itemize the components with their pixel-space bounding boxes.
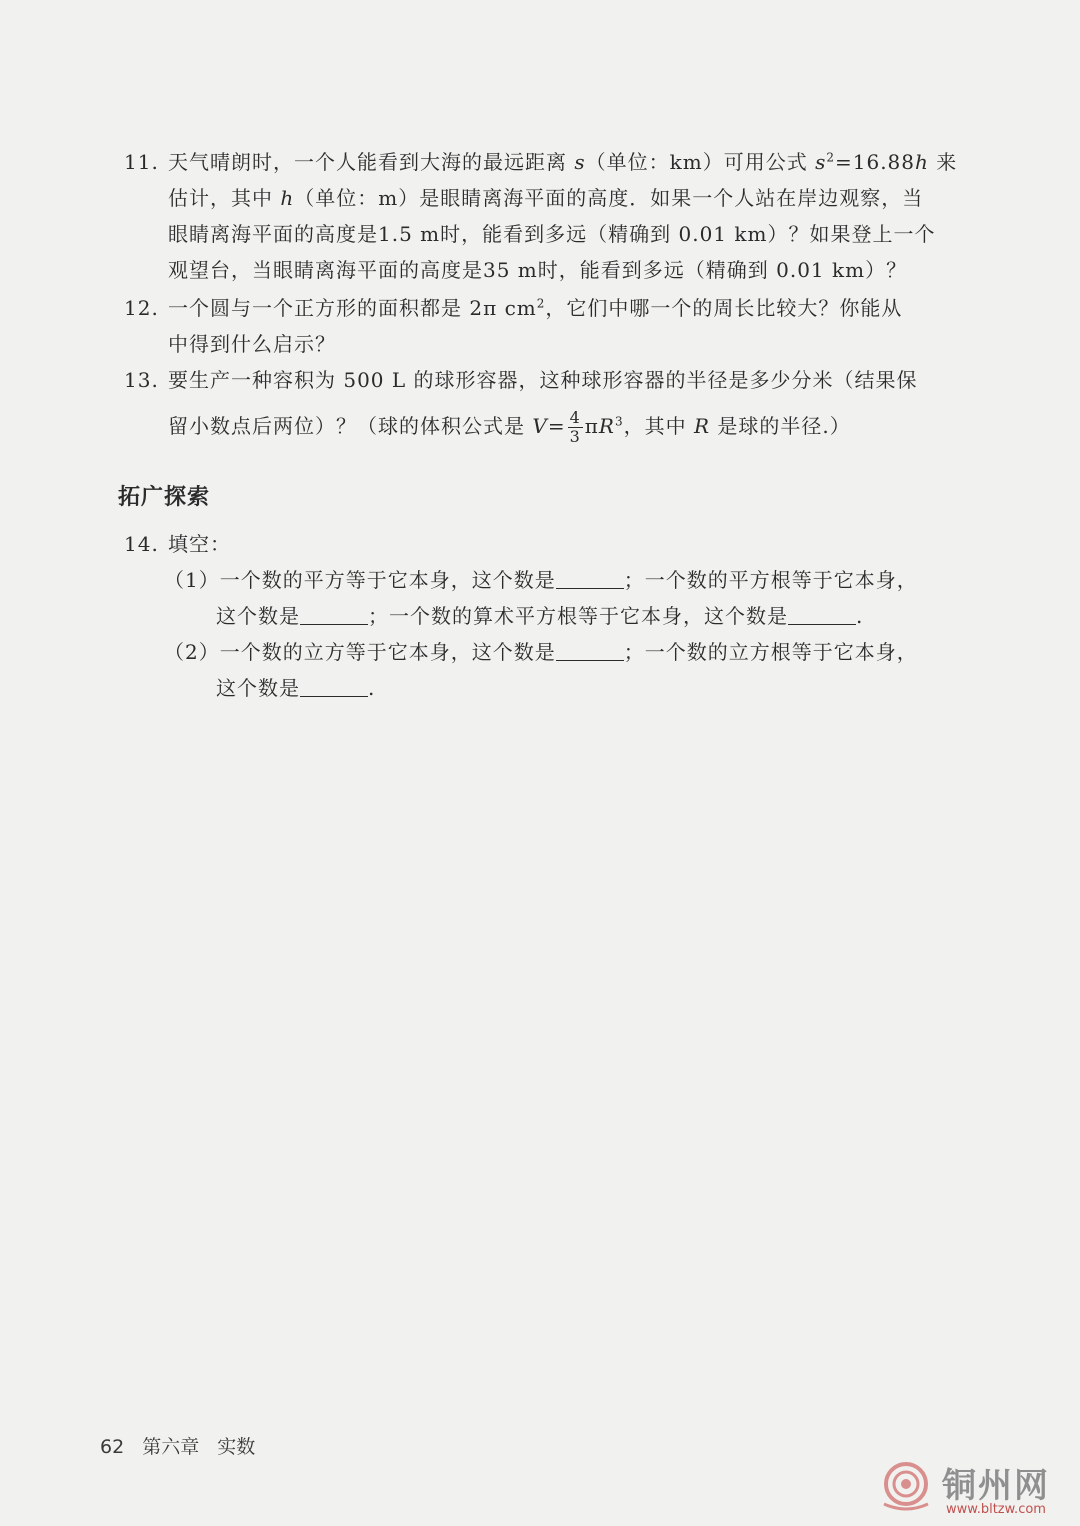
problem-number: 12. xyxy=(124,296,159,320)
section-title: 拓广探索 xyxy=(118,485,211,510)
problem-number: 11. xyxy=(124,150,159,174)
answer-blank[interactable] xyxy=(300,676,368,697)
fraction: $\frac{4}{3}$ xyxy=(569,408,581,446)
problem-number: 13. xyxy=(124,368,159,392)
problem-13: 13. 要生产一种容积为 500 L 的球形容器，这种球形容器的半径是多少分米（结果保 留小数点后两位）？（球的体积公式是 V= $\frac{4}{3}$ $\pi R^3$，其中 R 是球的半径.） xyxy=(124,362,1024,446)
problem-11: 11. 天气晴朗时，一个人能看到大海的最远距离 s（单位：km）可用公式 $s^2=16.88h$ 来 估计，其中 h（单位：m）是眼睛离海平面的高度．如果一个人站在岸边观察，当 眼睛离海平面的高度是1.5 m时，能看到多远（精确到 0.01 km）？如果登上一个 观望台，当眼睛离海平面的高度是35 m时，能看到多远（精确到 0.01 km）？ xyxy=(124,144,1024,288)
subproblem-1: （1）一个数的平方等于它本身，这个数是 ；一个数的平方根等于它本身， xyxy=(164,568,918,592)
page-number: 62 xyxy=(100,1436,125,1458)
answer-blank[interactable] xyxy=(300,604,368,625)
problem-14: 14. 填空： （1）一个数的平方等于它本身，这个数是 ；一个数的平方根等于它本身， 这个数是 ；一个数的算术平方根等于它本身，这个数是 . （2）一个数的立方等于它本身，这个数是 ；一个数的立方根等于它本身， 这个数是 . xyxy=(124,526,1024,706)
answer-blank[interactable] xyxy=(788,604,856,625)
subproblem-2: （2）一个数的立方等于它本身，这个数是 ；一个数的立方根等于它本身， xyxy=(164,640,918,664)
site-logo-icon xyxy=(880,1460,932,1512)
chapter-label: 第六章 xyxy=(142,1436,200,1458)
answer-blank[interactable] xyxy=(556,568,624,589)
site-url: www.bltzw.com xyxy=(946,1502,1046,1517)
answer-blank[interactable] xyxy=(556,640,624,661)
site-watermark xyxy=(876,1458,1072,1522)
problem-number: 14. xyxy=(124,532,159,556)
site-name: 铜州网 xyxy=(942,1466,1050,1506)
page-footer xyxy=(100,1432,273,1459)
problem-12: 12. 一个圆与一个正方形的面积都是 2π $cm^2$，它们中哪一个的周长比较大？你能从 中得到什么启示？ xyxy=(124,290,1024,362)
chapter-title: 实数 xyxy=(217,1436,256,1458)
